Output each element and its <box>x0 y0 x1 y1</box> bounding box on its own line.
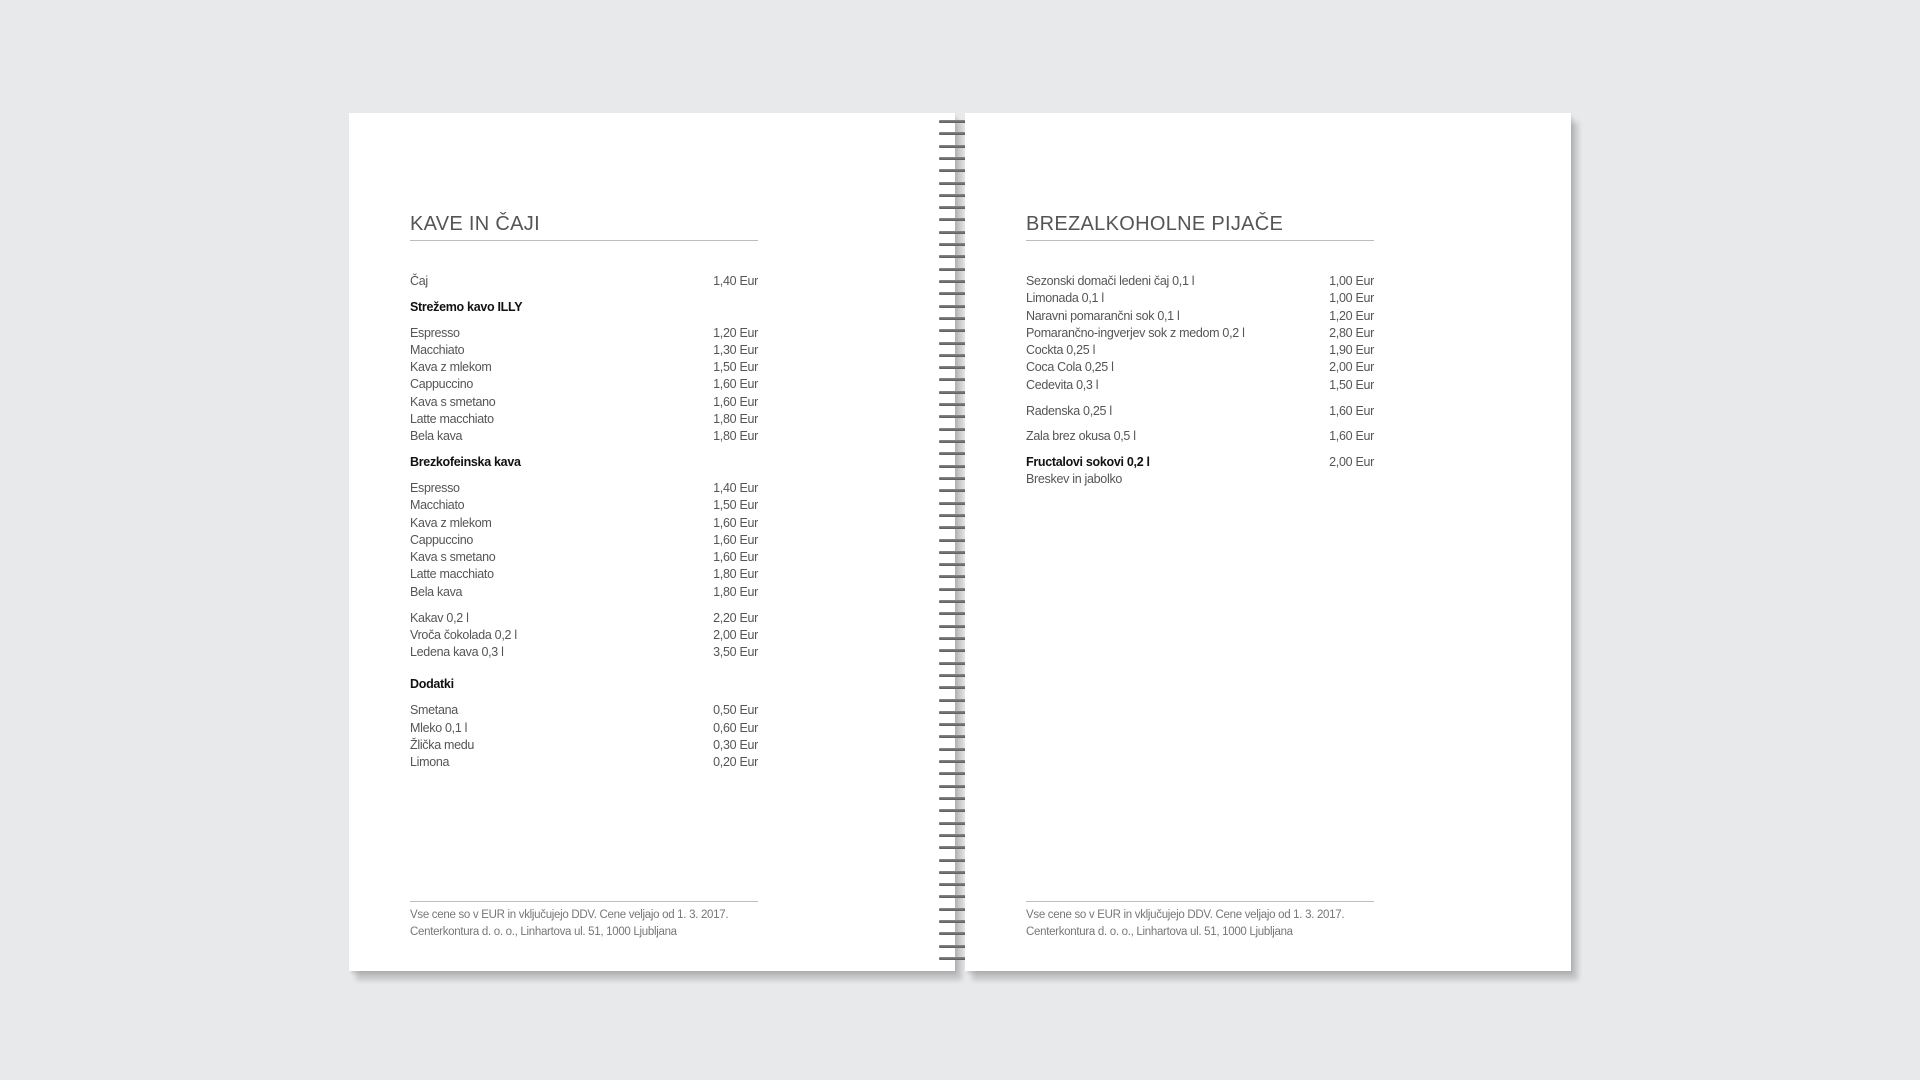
list-item <box>410 702 758 719</box>
item-price: 1,30 Eur <box>713 342 758 357</box>
footer-company: Centerkontura d. o. o., Linhartova ul. 51, 1000 Ljubljana <box>1026 926 1293 939</box>
item-name: Fructalovi sokovi 0,2 l <box>1026 455 1150 470</box>
item-name: Latte macchiato <box>410 567 494 582</box>
item-price: 1,80 Eur <box>713 567 758 582</box>
coffee-tea-list <box>410 273 758 771</box>
item-price: 2,00 Eur <box>1329 360 1374 375</box>
item-name: Limona <box>410 755 450 770</box>
list-item <box>410 737 758 754</box>
item-name: Macchiato <box>410 498 465 513</box>
item-name: Radenska 0,25 l <box>1026 403 1112 418</box>
list-item <box>1026 308 1374 325</box>
item-name: Cappuccino <box>410 377 474 392</box>
item-price: 1,20 Eur <box>1329 308 1374 323</box>
item-name: Limonada 0,1 l <box>1026 291 1104 306</box>
list-item <box>1026 377 1374 394</box>
item-price: 1,50 Eur <box>713 360 758 375</box>
item-name: Zala brez okusa 0,5 l <box>1026 429 1136 444</box>
list-item <box>410 754 758 771</box>
list-item <box>410 428 758 445</box>
item-price: 1,60 Eur <box>713 377 758 392</box>
list-item <box>410 627 758 644</box>
item-name: Coca Cola 0,25 l <box>1026 360 1114 375</box>
section-heading-illy: Strežemo kavo ILLY <box>410 299 523 314</box>
item-price: 1,20 Eur <box>713 325 758 340</box>
item-name: Vroča čokolada 0,2 l <box>410 627 517 642</box>
item-price: 2,00 Eur <box>1329 455 1374 470</box>
item-name: Smetana <box>410 703 458 718</box>
list-item <box>410 584 758 601</box>
item-price: 2,00 Eur <box>713 627 758 642</box>
list-item <box>1026 290 1374 307</box>
item-name: Mleko 0,1 l <box>410 720 468 735</box>
page-title: KAVE IN ČAJI <box>410 212 758 241</box>
item-price: 1,50 Eur <box>713 498 758 513</box>
page-title: BREZALKOHOLNE PIJAČE <box>1026 212 1374 241</box>
item-price: 1,80 Eur <box>713 429 758 444</box>
list-item <box>410 515 758 532</box>
item-name: Sezonski domači ledeni čaj 0,1 l <box>1026 274 1195 288</box>
item-price: 1,50 Eur <box>1329 377 1374 392</box>
item-name: Kakav 0,2 l <box>410 610 469 625</box>
item-price: 1,60 Eur <box>713 532 758 547</box>
item-price: 1,80 Eur <box>713 584 758 599</box>
item-name: Čaj <box>410 274 428 288</box>
list-item <box>410 376 758 393</box>
list-item <box>410 532 758 549</box>
list-item <box>410 325 758 342</box>
item-price: 1,00 Eur <box>1329 291 1374 306</box>
item-price: 0,50 Eur <box>713 703 758 718</box>
list-item <box>410 549 758 566</box>
item-price: 1,60 Eur <box>1329 429 1374 444</box>
soft-drinks-list <box>1026 273 1374 489</box>
item-name: Žlička medu <box>410 737 475 752</box>
list-item <box>1026 342 1374 359</box>
item-name: Latte macchiato <box>410 412 494 427</box>
list-item <box>410 610 758 627</box>
list-item <box>410 480 758 497</box>
footer-price-note: Vse cene so v EUR in vključujejo DDV. Cene veljajo od 1. 3. 2017. <box>410 909 729 921</box>
list-item <box>1026 273 1374 290</box>
list-item <box>410 720 758 737</box>
list-item <box>1026 359 1374 376</box>
item-name: Espresso <box>410 325 460 340</box>
item-price: 1,60 Eur <box>1329 403 1374 418</box>
item-price: 1,60 Eur <box>713 515 758 530</box>
item-name: Naravni pomarančni sok 0,1 l <box>1026 308 1180 323</box>
list-item <box>1026 428 1374 445</box>
list-item <box>410 644 758 661</box>
right-page <box>965 113 1571 971</box>
list-item <box>410 566 758 583</box>
item-price: 1,00 Eur <box>1329 274 1374 288</box>
section-heading-decaf: Brezkofeinska kava <box>410 455 521 470</box>
page-footer <box>410 901 758 942</box>
item-price: 1,60 Eur <box>713 550 758 565</box>
item-name: Cappuccino <box>410 532 474 547</box>
footer-price-note: Vse cene so v EUR in vključujejo DDV. Cene veljajo od 1. 3. 2017. <box>1026 909 1345 921</box>
item-price: 1,60 Eur <box>713 394 758 409</box>
item-name: Bela kava <box>410 429 463 444</box>
item-price: 1,90 Eur <box>1329 343 1374 358</box>
list-item <box>1026 403 1374 420</box>
item-name: Kava z mlekom <box>410 515 492 530</box>
item-price: 1,40 Eur <box>713 274 758 288</box>
list-item <box>410 342 758 359</box>
item-price: 0,30 Eur <box>713 737 758 752</box>
list-item <box>1026 454 1374 471</box>
list-item <box>410 359 758 376</box>
item-price: 2,20 Eur <box>713 610 758 625</box>
item-name: Bela kava <box>410 584 463 599</box>
item-name: Cockta 0,25 l <box>1026 343 1096 358</box>
item-price: 1,80 Eur <box>713 412 758 427</box>
list-item <box>410 411 758 428</box>
section-heading-extras: Dodatki <box>410 677 454 692</box>
item-name: Ledena kava 0,3 l <box>410 645 504 660</box>
item-name: Macchiato <box>410 342 465 357</box>
item-name: Espresso <box>410 480 460 495</box>
item-name: Kava s smetano <box>410 394 496 409</box>
list-item <box>410 273 758 290</box>
list-item <box>1026 325 1374 342</box>
list-item <box>410 394 758 411</box>
item-name: Pomarančno-ingverjev sok z medom 0,2 l <box>1026 325 1245 340</box>
item-price: 3,50 Eur <box>713 645 758 660</box>
item-price: 1,40 Eur <box>713 480 758 495</box>
item-name: Cedevita 0,3 l <box>1026 377 1099 392</box>
item-name: Kava z mlekom <box>410 360 492 375</box>
item-flavors: Breskev in jabolko <box>1026 472 1123 487</box>
item-price: 2,80 Eur <box>1329 325 1374 340</box>
list-item <box>410 497 758 514</box>
item-price: 0,60 Eur <box>713 720 758 735</box>
footer-company: Centerkontura d. o. o., Linhartova ul. 51, 1000 Ljubljana <box>410 926 677 939</box>
item-price: 0,20 Eur <box>713 755 758 770</box>
left-page <box>349 113 955 971</box>
page-footer <box>1026 901 1374 942</box>
item-name: Kava s smetano <box>410 550 496 565</box>
